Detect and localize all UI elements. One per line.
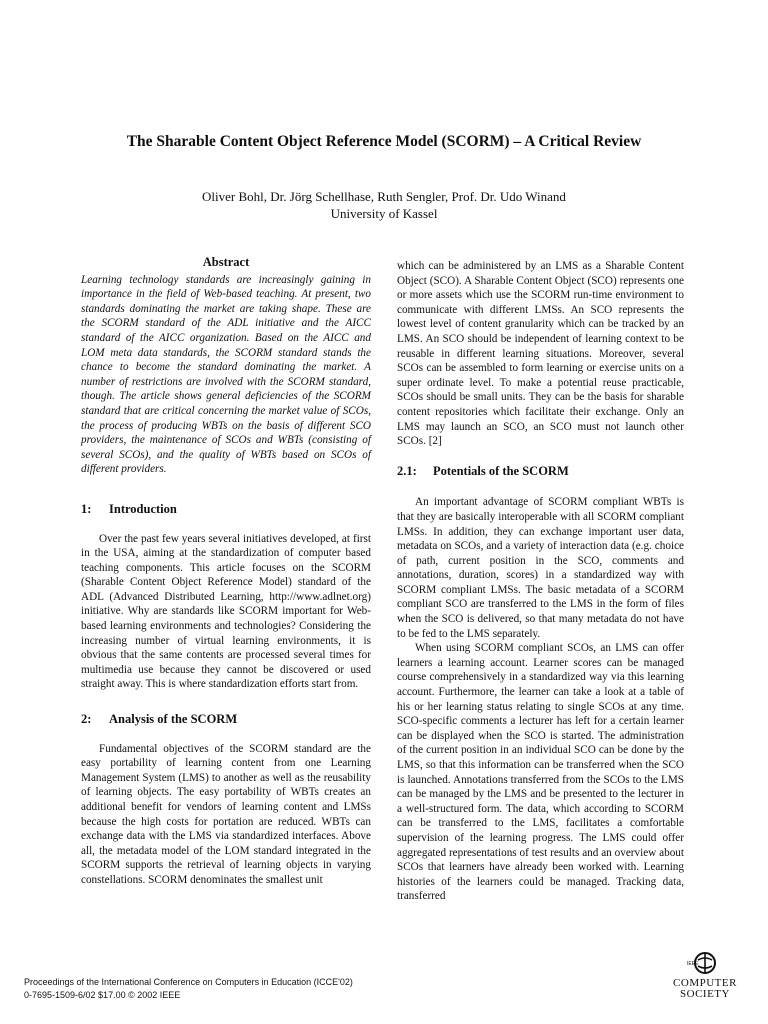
- ieee-emblem-icon: [660, 948, 750, 978]
- section-number: 2:: [81, 712, 92, 727]
- computer-society-logo: [660, 948, 750, 1008]
- logo-line-1: COMPUTER: [673, 977, 737, 989]
- section-number: 1:: [81, 501, 92, 516]
- abstract-heading: Abstract: [202, 255, 250, 269]
- logo-text: [660, 978, 750, 1000]
- paper-title: The Sharable Content Object Reference Model (SCORM) – A Critical Review: [126, 133, 642, 150]
- proceedings-footer: [24, 976, 353, 1002]
- introduction-paragraph: Over the past few years several initiatives developed, at first in the USA, aiming at the standardization of computer based teaching components. This article focuses on the SCORM (Sharable Content Object Reference Model) standard of the ADL (Advanced Distributed Learning, http://www.adlnet.org) initiative. Why are standards like SCORM important for Web-based learning environments and technologies? Considering the increasing number of virtual learning environments, it is obvious that the same contents are processed several times for multimedia use because they cannot be discovered or used straight away. This is where standardization efforts start from.: [81, 532, 371, 691]
- footer-line-2: 0-7695-1509-6/02 $17.00 © 2002 IEEE: [24, 990, 181, 1000]
- author-names: Oliver Bohl, Dr. Jörg Schellhase, Ruth Sengler, Prof. Dr. Udo Winand: [202, 189, 566, 204]
- analysis-paragraph: Fundamental objectives of the SCORM standard are the easy portability of learning content from one Learning Management System (LMS) to another as well as the reusability of learning objects. The easy portability of WBTs creates an additional benefit for vendors of learning content and LMSs because the high costs for portation are reduced. WBTs can exchange data with the LMS via standardized interfaces. Above all, the metadata model of the LOM standard integrated in the SCORM supports the retrieval of learning objects in varying constellations. SCORM denominates the smallest unit: [81, 742, 371, 886]
- section-title: Potentials of the SCORM: [433, 463, 569, 478]
- footer-line-1: Proceedings of the International Conference on Computers in Education (ICCE'02): [24, 977, 353, 987]
- section-heading-introduction: [81, 502, 371, 517]
- left-column: [81, 255, 371, 888]
- section-number: 2.1:: [397, 463, 417, 478]
- continued-paragraph: which can be administered by an LMS as a Sharable Content Object (SCO). A Sharable Content Object (SCO) represents one or more assets which use the SCORM run-time environment to communicate with different LMSs. An SCO represents the lowest level of content granularity which can be tracked by an LMS. An SCO should be independent of learning context to be reusable in different learning situations. Moreover, several SCOs can be assembled to form learning or exercise units on a super ordinate level. To make a potential reuse practicable, SCOs should be small units. They can be the basis for sharable content repositories which facilitate their exchange. Only an LMS may launch an SCO, an SCO must not launch other SCOs. [2]: [397, 260, 684, 448]
- potentials-paragraph-2: When using SCORM compliant SCOs, an LMS can offer learners a learning account. Learner scores can be managed course comprehensively in a standardized way via this learning account. Furthermore, the learner can take a look at a table of his or her learning status relating to single SCOs at any time. SCO-specific comments a lecturer has left for a certain learner can be displayed when the SCO is started. The administration of the current position in an individual SCO can be done by the LMS, so that this information can be transferred when the SCO is launched. Annotations transferred from the SCOs to the LMS can be managed by the LMS and be presented to the lecturer in a well-structured form. The data, which according to SCORM can be transferred to the LMS, facilitates a comfortable supervision of the learning progress. The LMS could offer aggregated representations of test results and an overview about SCOs that learners have already been worked with. Learning histories of the learners could be managed. Tracking data, transferred: [397, 642, 684, 903]
- abstract-text: Learning technology standards are increasingly gaining in importance in the field of Web-based teaching. At present, two standards dominating the market are taking shape. These are the SCORM standard of the ADL initiative and the AICC standard of the AICC organization. Based on the AICC and LOM meta data standards, the SCORM standard stands the chance to become the standard dominating the market. A number of restrictions are involved with the SCORM standard, though. The article shows general deficiencies of the SCORM standard that are critical concerning the market value of SCOs, the process of producing WBTs on the basis of different SCO providers, the maintenance of SCOs and WBTs (consisting of several SCOs), and the quality of WBTs based on SCOs of different providers.: [81, 273, 371, 476]
- ieee-small-label: IEEE: [687, 961, 699, 967]
- section-heading-analysis: [81, 712, 371, 727]
- section-title: Introduction: [109, 501, 177, 516]
- author-block: [0, 188, 768, 222]
- right-column: [397, 259, 684, 904]
- section-heading-potentials: [397, 464, 684, 479]
- potentials-paragraph-1: An important advantage of SCORM compliant WBTs is that they are basically interoperable with all SCORM compliant LMSs. In addition, they can exchange important user data, metadata on SCOs, and a variety of interaction data (e.g. choice of path, current position in the SCO, comments and annotations, duration, scores) in a standardized way with SCORM compliant LMSs. The basic metadata of a SCORM compliant SCO are transferred to the LMS in the form of files when the SCO is delivered, so that many metadata do not have to be fed to the LMS separately.: [397, 496, 684, 640]
- logo-line-2: SOCIETY: [680, 988, 730, 1000]
- affiliation: University of Kassel: [330, 206, 438, 221]
- section-title: Analysis of the SCORM: [109, 712, 238, 727]
